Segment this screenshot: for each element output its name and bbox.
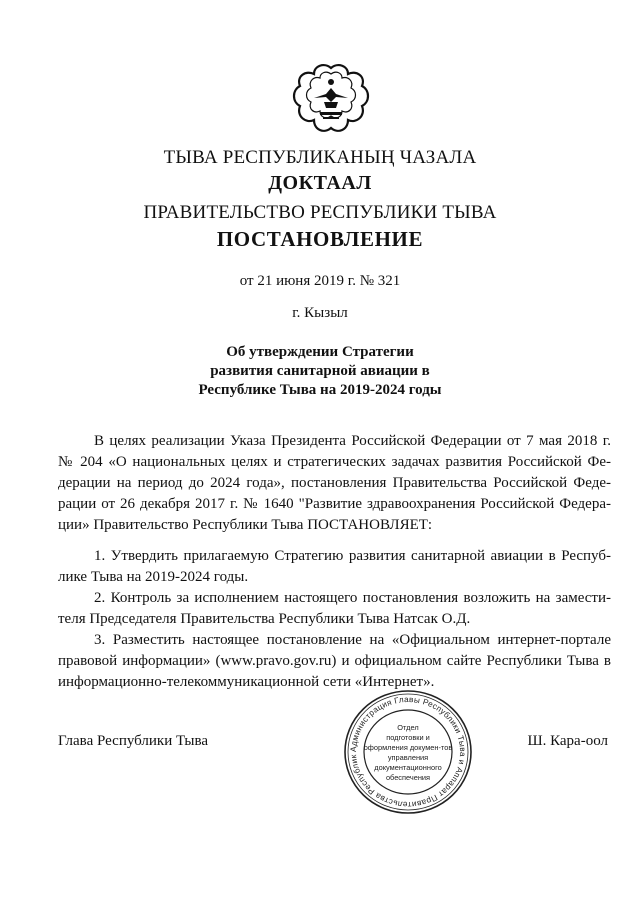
title-line: Об утверждении Стратегии xyxy=(226,344,414,360)
text-line: № 204 «О национальных целях и стратегических задачах развития Российской Фе- xyxy=(58,454,611,470)
header-tyva-doc-type: ДОКТААЛ xyxy=(268,172,372,194)
seal-center-line: управления xyxy=(387,753,429,762)
text-line: 3. Разместить настоящее постановление на «Официальном интернет-портале xyxy=(94,632,611,648)
text-line: рации от 26 декабря 2017 г. № 1640 "Развитие здравоохранения Российской Федера- xyxy=(58,496,611,512)
text-line: лике Тыва на 2019-2024 годы. xyxy=(58,569,249,585)
seal-center-line: Отдел xyxy=(397,723,419,732)
text-line: правовой информации» (www.pravo.gov.ru) и официальном сайте Республики Тыва в xyxy=(58,653,611,669)
title-line: развития санитарной авиации в xyxy=(210,363,430,379)
seal-center-line: оформления докумен-тов xyxy=(363,743,453,752)
signature-name: Ш. Кара-оол xyxy=(527,733,608,749)
signature-position: Глава Республики Тыва xyxy=(58,733,209,749)
seal-ring-text: Администрация Главы Республики Тыва и Аппарат Правительства Республик xyxy=(348,694,468,810)
official-seal-icon xyxy=(342,688,474,816)
text-line: ции» Правительство Республики Тыва ПОСТАНОВЛЯЕТ: xyxy=(58,517,433,533)
text-line: 1. Утвердить прилагаемую Стратегию развития санитарной авиации в Респуб- xyxy=(94,548,611,564)
title-line: Республике Тыва на 2019-2024 годы xyxy=(198,382,442,398)
text-line: 2. Контроль за исполнением настоящего постановления возложить на замести- xyxy=(94,590,611,606)
text-line: информационно-телекоммуникационной сети «Интернет». xyxy=(58,674,435,690)
decree-item-1 xyxy=(58,546,611,588)
header-tyva-line: ТЫВА РЕСПУБЛИКАНЫҢ ЧАЗАЛА xyxy=(163,147,477,168)
header-ru-line: ПРАВИТЕЛЬСТВО РЕСПУБЛИКИ ТЫВА xyxy=(143,202,497,223)
document-date: от 21 июня 2019 г. № 321 xyxy=(239,273,401,289)
document-title xyxy=(0,343,640,400)
seal-center-line: документационного xyxy=(374,763,442,772)
text-line: дерации на период до 2024 года», постановления Правительства Российской Феде- xyxy=(58,475,611,491)
tuva-emblem-icon xyxy=(290,60,372,140)
decree-item-2 xyxy=(58,588,611,630)
preamble-paragraph xyxy=(58,431,611,536)
seal-center-line: подготовки и xyxy=(386,733,430,742)
header-ru-doc-type: ПОСТАНОВЛЕНИЕ xyxy=(216,227,424,251)
text-line: теля Председателя Правительства Республики Тыва Натсак О.Д. xyxy=(58,611,471,627)
decree-item-3 xyxy=(58,630,611,693)
text-line: В целях реализации Указа Президента Российской Федерации от 7 мая 2018 г. xyxy=(94,433,611,449)
document-city: г. Кызыл xyxy=(292,305,348,321)
seal-center-line: обеспечения xyxy=(385,773,431,782)
